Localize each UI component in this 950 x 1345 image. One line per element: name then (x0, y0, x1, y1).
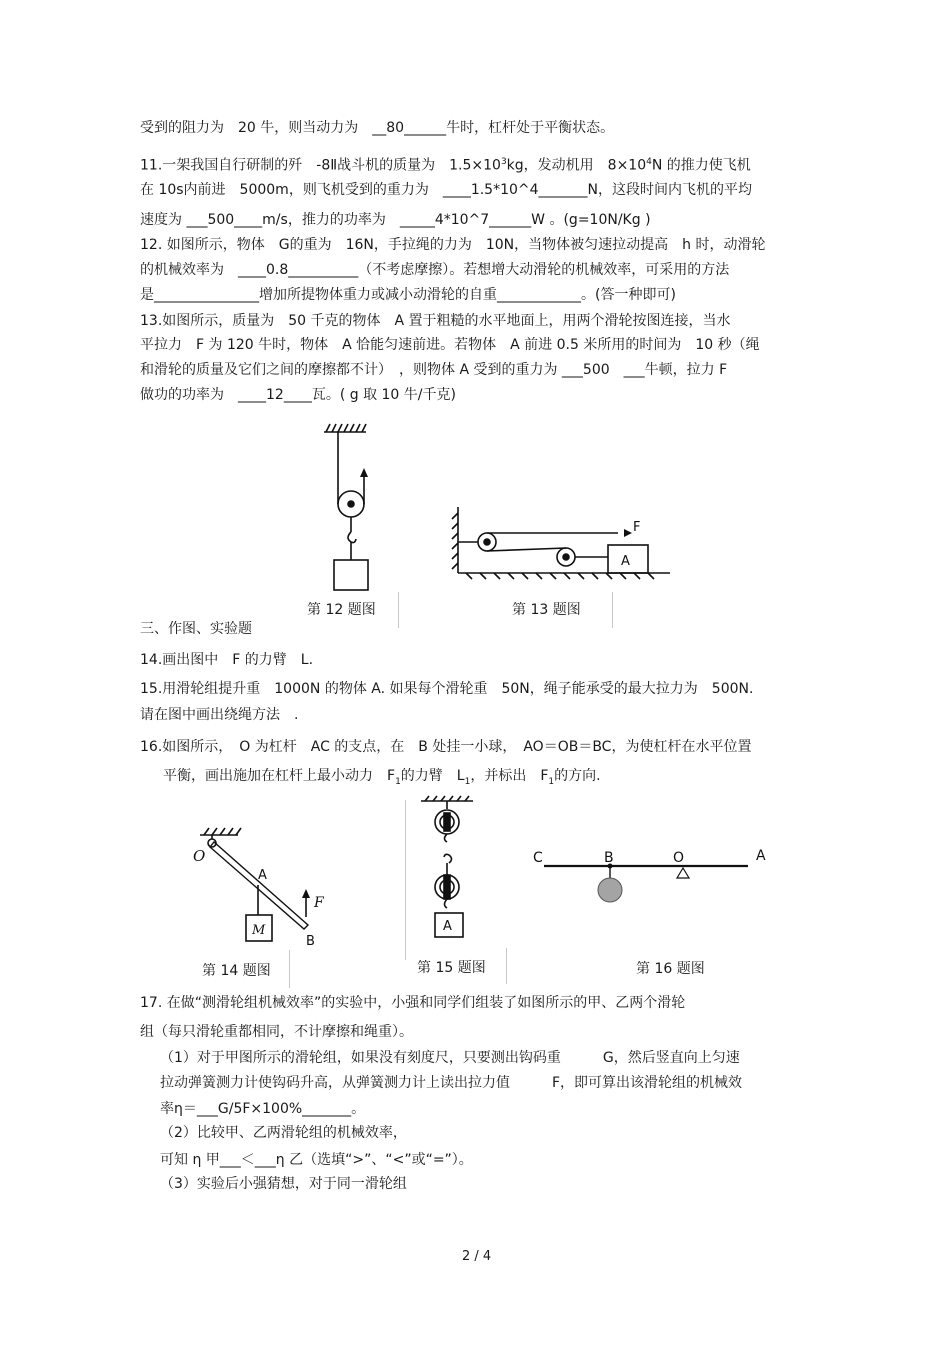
fig15-divider (506, 948, 507, 984)
q11a-mid: kg，发动机用 8×10 (506, 157, 647, 174)
line-q15b: 请在图中画出绕绳方法 . (140, 707, 299, 723)
f15-fixed-frame (444, 813, 450, 831)
f13-axle-fixed (484, 539, 490, 545)
figure-14 (190, 825, 330, 950)
f14-label-a: A (258, 868, 267, 883)
q16b-pre: 平衡，画出施加在杠杆上最小动力 F (163, 768, 396, 784)
caption-fig12: 第 12 题图 (307, 602, 376, 618)
f14-arrow-icon (302, 889, 310, 898)
line-q14: 14.画出图中 F 的力臂 L. (140, 652, 314, 668)
q11a-exp2: 4 (646, 157, 652, 167)
f16-label-a: A (756, 848, 766, 864)
caption-fig14: 第 14 题图 (202, 963, 271, 979)
f12-axle (348, 501, 354, 507)
f13-arrow-icon (624, 529, 632, 537)
q11a-post: N 的推力使飞机 (651, 157, 751, 174)
f13-label-f: F (633, 520, 641, 535)
q16b-mid: 的力臂 L (400, 768, 465, 784)
line-q17b: 组（每只滑轮重都相同，不计摩擦和绳重）。 (140, 1024, 413, 1040)
line-q12c: 是_______________增加所提物体重力或减小动滑轮的自重____________。(答一种即可) (140, 287, 676, 303)
line-q17a: 17. 在做“测滑轮组机械效率”的实验中，小强和同学们组装了如图所示的甲、乙两个滑轮 (140, 995, 686, 1011)
line-q13c: 和滑轮的质量及它们之间的摩擦都不计） ，则物体 A 受到的重力为 ___500 ___牛顿，拉力 F (140, 362, 728, 378)
f16-fulcrum-icon (677, 868, 689, 878)
f14-hatch (204, 828, 241, 835)
q16b-sub3: 1 (548, 776, 555, 787)
fig15-left-border (405, 800, 406, 960)
q16b-mid2: ，并标出 F (470, 768, 549, 784)
line-q11b: 在 10s内前进 5000m，则飞机受到的重力为 ____1.5*10^4_______N，这段时间内飞机的平均 (140, 182, 753, 198)
section-3-title: 三、作图、实验题 (140, 621, 252, 637)
q16b-post: 的方向. (554, 768, 601, 784)
f12-arrow-icon (360, 468, 368, 477)
f12-hatch (326, 424, 366, 432)
f13-rope-mid (487, 548, 566, 551)
f14-label-o: O (193, 847, 206, 865)
f14-label-b: B (306, 934, 315, 949)
f15-label-a: A (443, 919, 452, 934)
q11a-exp1: 3 (500, 157, 507, 167)
line-q17g: 可知 η 甲___＜___η 乙（选填“>”、“<”或“=”）。 (160, 1152, 473, 1168)
f15-low-hook (444, 854, 452, 863)
f13-rope-hidden (487, 551, 566, 566)
fig12-divider (398, 592, 399, 628)
line-q13b: 平拉力 F 为 120 牛时，物体 A 恰能匀速前进。若物体 A 前进 0.5 米所用的时间为 10 秒（绳 (140, 337, 760, 353)
f14-lever (210, 842, 308, 929)
q16b-sub1: 1 (395, 776, 401, 787)
line-q17d: 拉动弹簧测力计使钩码升高，从弹簧测力计上读出拉力值 F，即可算出该滑轮组的机械效 (160, 1075, 743, 1091)
f13-axle-moving (563, 554, 569, 560)
line-q10-end: 受到的阻力为 20 牛，则当动力为 __80______牛时，杠杆处于平衡状态。 (140, 120, 615, 136)
fig13-divider (612, 592, 613, 628)
f16-ball (598, 878, 622, 902)
line-q11a (140, 152, 751, 176)
caption-fig15: 第 15 题图 (417, 960, 486, 976)
line-q11c: 速度为 ___500____m/s，推力的功率为 _____4*10^7______W 。(g=10N/Kg ) (140, 212, 651, 228)
f15-moving-frame (444, 875, 450, 899)
figure-12 (310, 420, 390, 592)
line-q12a: 12. 如图所示，物体 G的重为 16N，手拉绳的力为 10N，当物体被匀速拉动提高 h 时，动滑轮 (140, 237, 766, 253)
f15-block-hook (445, 899, 448, 908)
page-number: 2 / 4 (462, 1249, 492, 1264)
line-q17h: （3）实验后小强猜想，对于同一滑轮组 (160, 1176, 407, 1192)
figure-15 (415, 795, 485, 945)
q11a-pre: 11.一架我国自行研制的歼 -8Ⅱ战斗机的质量为 1.5×10 (140, 157, 501, 174)
line-q13a: 13.如图所示，质量为 50 千克的物体 A 置于粗糙的水平地面上，用两个滑轮按图连接，当水 (140, 313, 731, 329)
caption-fig13: 第 13 题图 (512, 602, 581, 618)
q16b-sub2: 1 (464, 776, 471, 787)
f16-label-c: C (533, 850, 543, 866)
fig14-divider (289, 950, 290, 988)
f13-ground-hatch (466, 573, 654, 579)
line-q13d: 做功的功率为 ____12____瓦。( g 取 10 牛/千克) (140, 387, 456, 403)
f12-hook (348, 532, 356, 543)
f13-wall-hatch (452, 513, 458, 569)
line-q12b: 的机械效率为 ____0.8__________（不考虑摩擦）。若想增大动滑轮的机械效率，可采用的方法 (140, 262, 730, 278)
f12-weight-g (334, 560, 368, 590)
caption-fig16: 第 16 题图 (636, 961, 705, 977)
line-q17f: （2）比较甲、乙两滑轮组的机械效率， (160, 1125, 407, 1141)
line-q15a: 15.用滑轮组提升重 1000N 的物体 A. 如果每个滑轮重 50N，绳子能承受的最大拉力为 500N. (140, 681, 754, 697)
f14-label-m: M (252, 923, 266, 938)
figure-13 (450, 505, 675, 585)
line-q17e: 率η＝___G/5F×100%_______。 (160, 1101, 366, 1117)
line-q17c: （1）对于甲图所示的滑轮组，如果没有刻度尺，只要测出钩码重 G，然后竖直向上匀速 (160, 1050, 740, 1066)
figure-16 (530, 842, 780, 912)
f13-label-a: A (621, 554, 630, 569)
f16-label-b: B (604, 850, 614, 866)
line-q16b (163, 766, 601, 792)
f14-label-f: F (314, 895, 324, 911)
f15-top-hook (445, 834, 448, 842)
f16-label-o: O (673, 850, 685, 866)
line-q16a: 16.如图所示， O 为杠杆 AC 的支点，在 B 处挂一小球， AO＝OB＝BC，为使杠杆在水平位置 (140, 739, 752, 755)
